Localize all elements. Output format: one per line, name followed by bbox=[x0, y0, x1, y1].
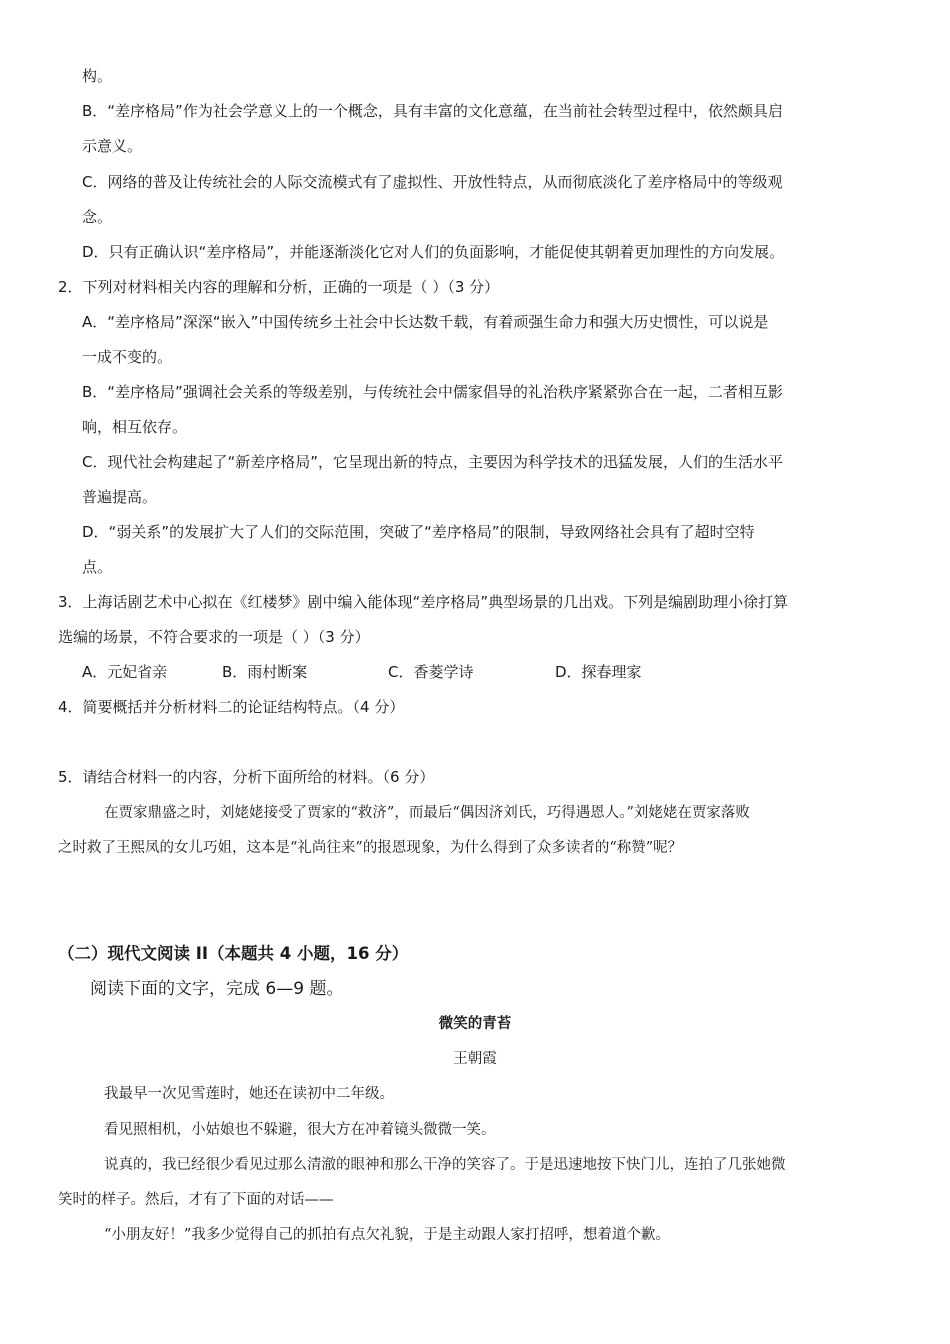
q2-option-c-line1: C．现代社会构建起了“新差序格局”，它呈现出新的特点，主要因为科学技术的迅猛发展，人们的生活水平 bbox=[82, 453, 784, 471]
paragraph-3-line1: 说真的，我已经很少看见过那么清澈的眼神和那么干净的笑容了。于是迅速地按下快门儿，连拍了几张她微 bbox=[104, 1157, 786, 1173]
q1-option-d-line1: D．只有正确认识“差序格局”，并能逐渐淡化它对人们的负面影响，才能促使其朝着更加理性的方向发展。 bbox=[82, 243, 785, 261]
q1-option-b-line1: B．“差序格局”作为社会学意义上的一个概念，具有丰富的文化意蕴，在当前社会转型过程中，依然颇具启 bbox=[82, 102, 783, 120]
q3-stem-line2: 选编的场景，不符合要求的一项是（ ）（3 分） bbox=[58, 628, 370, 646]
article-title: 微笑的青苔 bbox=[438, 1015, 512, 1032]
section-heading: （二）现代文阅读 II（本题共 4 小题，16 分） bbox=[58, 944, 409, 963]
paragraph-1: 我最早一次见雪莲时，她还在读初中二年级。 bbox=[104, 1086, 394, 1102]
reading-instruction: 阅读下面的文字，完成 6—9 题。 bbox=[90, 979, 344, 999]
q5-material-line2: 之时救了王熙凤的女儿巧姐，这本是“礼尚往来”的报恩现象，为什么得到了众多读者的“称赞”呢？ bbox=[58, 840, 683, 856]
q1-option-b-line2: 示意义。 bbox=[82, 137, 143, 155]
paragraph-4: “小朋友好！”我多少觉得自己的抓拍有点欠礼貌，于是主动跟人家打招呼，想着道个歉。 bbox=[104, 1227, 670, 1243]
article-author: 王朝霞 bbox=[453, 1051, 497, 1067]
q4-stem: 4．简要概括并分析材料二的论证结构特点。（4 分） bbox=[58, 698, 405, 716]
q2-option-b-line2: 响，相互依存。 bbox=[82, 418, 188, 436]
q1-option-c-line1: C．网络的普及让传统社会的人际交流模式有了虚拟性、开放性特点，从而彻底淡化了差序格局中的等级观 bbox=[82, 173, 783, 191]
q3-stem-line1: 3．上海话剧艺术中心拟在《红楼梦》剧中编入能体现“差序格局”典型场景的几出戏。下列是编剧助理小徐打算 bbox=[58, 593, 789, 611]
q3-option-c: C．香菱学诗 bbox=[388, 663, 474, 681]
q1-option-c-line2: 念。 bbox=[82, 208, 113, 226]
paragraph-3-line2: 笑时的样子。然后，才有了下面的对话—— bbox=[58, 1192, 334, 1208]
q2-option-d-line1: D．“弱关系”的发展扩大了人们的交际范围，突破了“差序格局”的限制，导致网络社会具有了超时空特 bbox=[82, 523, 755, 541]
q1-option-a-tail: 构。 bbox=[82, 67, 113, 85]
q5-stem: 5．请结合材料一的内容，分析下面所给的材料。（6 分） bbox=[58, 768, 435, 786]
q3-option-d: D．探春理家 bbox=[555, 663, 642, 681]
q2-option-a-line1: A．“差序格局”深深“嵌入”中国传统乡土社会中长达数千载，有着顽强生命力和强大历史惯性，可以说是 bbox=[82, 313, 769, 331]
q2-option-a-line2: 一成不变的。 bbox=[82, 348, 173, 366]
q2-stem: 2．下列对材料相关内容的理解和分析，正确的一项是（ ）（3 分） bbox=[58, 278, 500, 296]
q3-option-a: A．元妃省亲 bbox=[82, 663, 168, 681]
q5-material-line1: 在贾家鼎盛之时，刘姥姥接受了贾家的“救济”，而最后“偶因济刘氏，巧得遇恩人。”刘姥姥在贾家落败 bbox=[104, 805, 750, 821]
q2-option-b-line1: B．“差序格局”强调社会关系的等级差别，与传统社会中儒家倡导的礼治秩序紧紧弥合在一起，二者相互影 bbox=[82, 383, 783, 401]
q2-option-d-line2: 点。 bbox=[82, 558, 113, 576]
paragraph-2: 看见照相机，小姑娘也不躲避，很大方在冲着镜头微微一笑。 bbox=[104, 1122, 496, 1138]
q3-option-b: B．雨村断案 bbox=[222, 663, 308, 681]
q2-option-c-line2: 普遍提高。 bbox=[82, 488, 158, 506]
